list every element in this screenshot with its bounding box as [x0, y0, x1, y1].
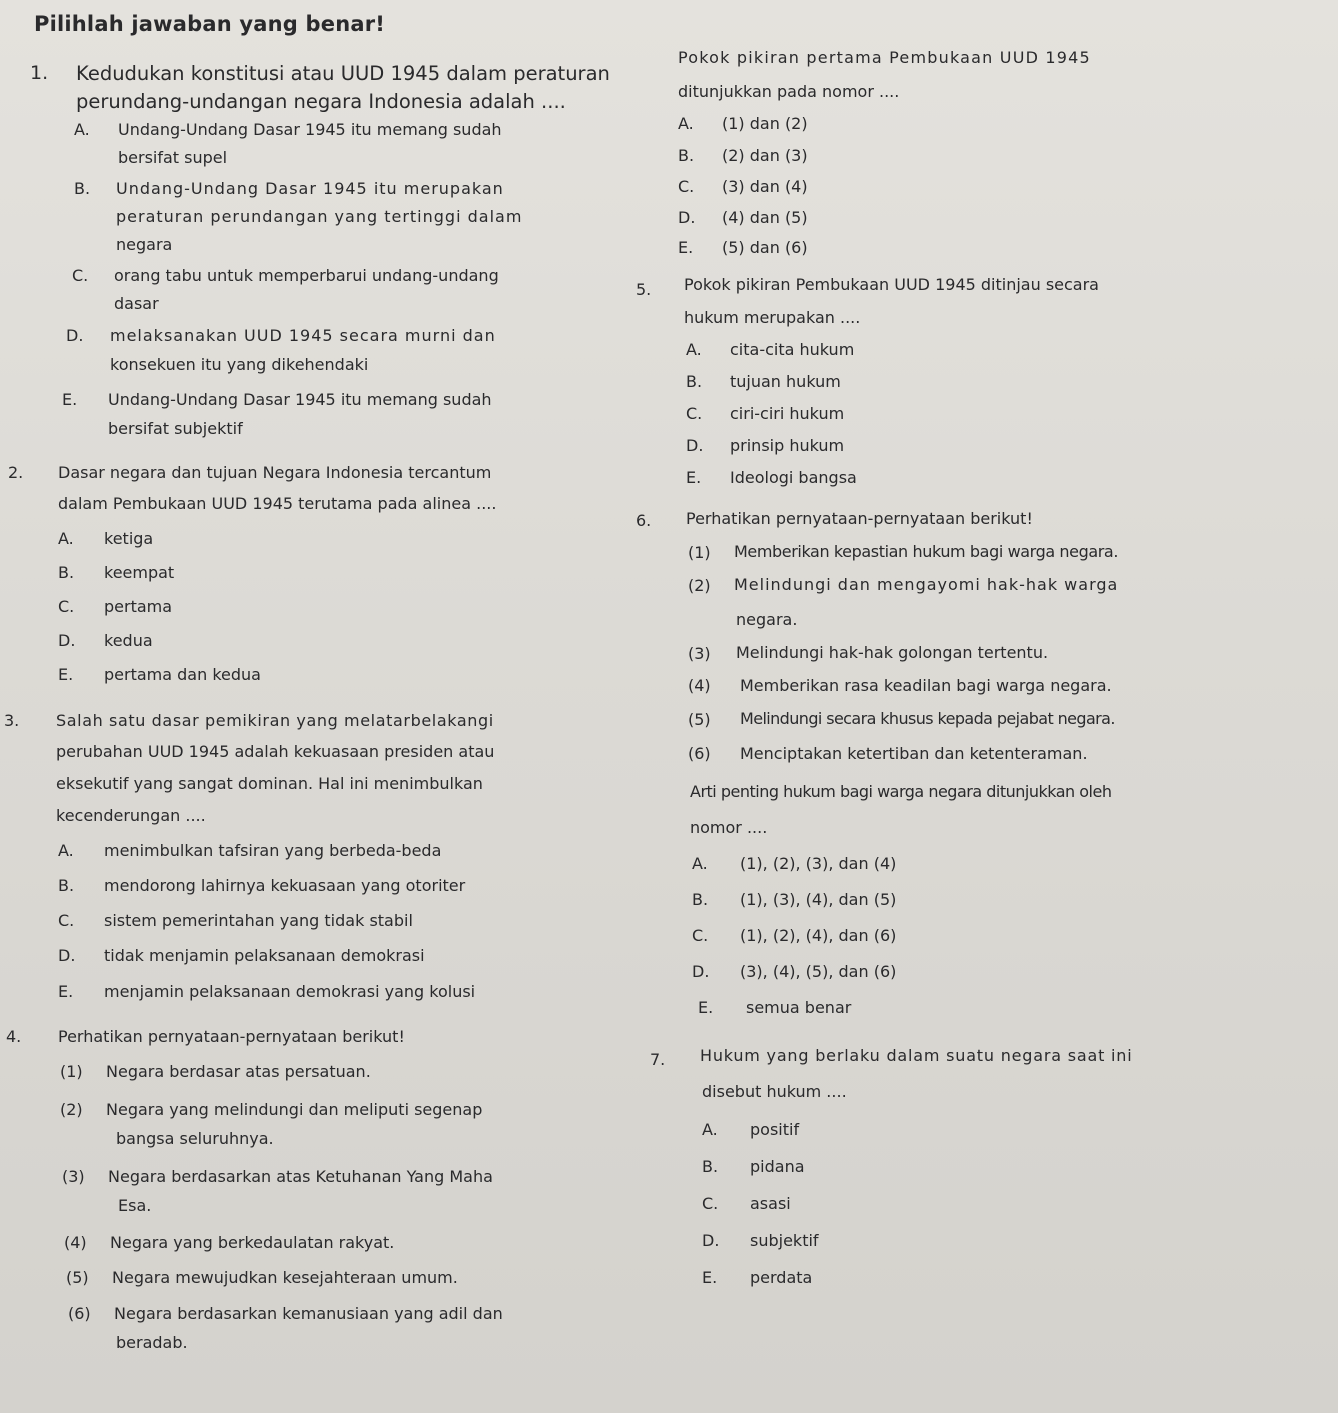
option-letter: D. — [66, 326, 84, 345]
option-letter: E. — [58, 665, 74, 684]
option-text: subjektif — [750, 1231, 819, 1250]
statement-text: Memberikan kepastian hukum bagi warga negara. — [734, 542, 1119, 561]
option-text: asasi — [750, 1194, 791, 1213]
question-stem-line: Dasar negara dan tujuan Negara Indonesia tercantum — [58, 463, 492, 482]
statement-text: negara. — [736, 610, 798, 629]
option-text: menjamin pelaksanaan demokrasi yang kolusi — [104, 982, 476, 1001]
option-text: Undang-Undang Dasar 1945 itu memang sudah — [108, 390, 492, 409]
statement-text: Negara yang berkedaulatan rakyat. — [110, 1233, 395, 1252]
statement-text: Negara berdasarkan atas Ketuhanan Yang Maha — [108, 1167, 493, 1186]
option-letter: A. — [692, 854, 708, 873]
question-number: 3. — [4, 711, 20, 730]
question-stem-line: Salah satu dasar pemikiran yang melatarbelakangi — [56, 711, 494, 730]
option-letter: B. — [686, 372, 703, 391]
statement-number: (6) — [688, 744, 711, 763]
option-letter: B. — [74, 179, 91, 198]
question-stem-line: nomor .... — [690, 818, 768, 837]
page-title: Pilihlah jawaban yang benar! — [34, 12, 386, 36]
option-letter: B. — [58, 876, 75, 895]
option-text: (2) dan (3) — [722, 146, 808, 165]
statement-number: (4) — [64, 1233, 87, 1252]
option-text: positif — [750, 1120, 800, 1139]
option-text: bersifat subjektif — [108, 419, 243, 438]
option-letter: E. — [678, 238, 694, 257]
option-letter: B. — [702, 1157, 719, 1176]
statement-text: Menciptakan ketertiban dan ketenteraman. — [740, 744, 1088, 763]
option-letter: D. — [702, 1231, 720, 1250]
option-text: negara — [116, 235, 173, 254]
option-text: prinsip hukum — [730, 436, 845, 455]
statement-text: Melindungi secara khusus kepada pejabat negara. — [740, 709, 1115, 728]
option-text: (3), (4), (5), dan (6) — [740, 962, 897, 981]
question-number: 7. — [650, 1050, 666, 1069]
question-stem-line: hukum merupakan .... — [684, 308, 861, 327]
option-letter: E. — [58, 982, 74, 1001]
statement-number: (2) — [688, 576, 711, 595]
statement-text: Negara mewujudkan kesejahteraan umum. — [112, 1268, 458, 1287]
question-number: 5. — [636, 280, 652, 299]
question-stem-line: Perhatikan pernyataan-pernyataan berikut! — [686, 509, 1033, 528]
option-letter: E. — [62, 390, 78, 409]
option-letter: C. — [692, 926, 709, 945]
option-letter: E. — [702, 1268, 718, 1287]
option-letter: C. — [678, 177, 695, 196]
statement-number: (5) — [688, 710, 711, 729]
option-letter: C. — [72, 266, 89, 285]
option-text: Ideologi bangsa — [730, 468, 857, 487]
option-text: perdata — [750, 1268, 813, 1287]
option-letter: E. — [698, 998, 714, 1017]
option-text: orang tabu untuk memperbarui undang-undang — [114, 266, 499, 285]
option-text: pidana — [750, 1157, 805, 1176]
question-stem-line: eksekutif yang sangat dominan. Hal ini menimbulkan — [56, 774, 483, 793]
question-number: 1. — [30, 62, 49, 84]
question-stem-line: perundang-undangan negara Indonesia adalah .... — [76, 90, 566, 113]
option-text: (4) dan (5) — [722, 208, 808, 227]
option-text: ciri-ciri hukum — [730, 404, 845, 423]
option-text: (3) dan (4) — [722, 177, 808, 196]
option-letter: E. — [686, 468, 702, 487]
option-text: sistem pemerintahan yang tidak stabil — [104, 911, 413, 930]
statement-text: beradab. — [116, 1333, 188, 1352]
statement-text: Memberikan rasa keadilan bagi warga negara. — [740, 676, 1112, 695]
question-stem-line: perubahan UUD 1945 adalah kekuasaan presiden atau — [56, 742, 495, 761]
option-text: cita-cita hukum — [730, 340, 855, 359]
option-text: pertama — [104, 597, 173, 616]
option-text: peraturan perundangan yang tertinggi dalam — [116, 207, 523, 226]
option-text: (1), (3), (4), dan (5) — [740, 890, 897, 909]
option-letter: C. — [686, 404, 703, 423]
option-text: semua benar — [746, 998, 852, 1017]
option-text: keempat — [104, 563, 175, 582]
option-text: (1) dan (2) — [722, 114, 808, 133]
statement-number: (1) — [688, 543, 711, 562]
option-text: kedua — [104, 631, 153, 650]
option-text: ketiga — [104, 529, 154, 548]
option-letter: D. — [678, 208, 696, 227]
option-letter: A. — [686, 340, 702, 359]
option-letter: B. — [692, 890, 709, 909]
statement-text: bangsa seluruhnya. — [116, 1129, 274, 1148]
question-number: 2. — [8, 463, 24, 482]
statement-number: (3) — [62, 1167, 85, 1186]
option-letter: B. — [58, 563, 75, 582]
statement-number: (6) — [68, 1304, 91, 1323]
question-number: 4. — [6, 1027, 22, 1046]
question-stem-line: kecenderungan .... — [56, 806, 206, 825]
question-stem-line: Kedudukan konstitusi atau UUD 1945 dalam peraturan — [76, 62, 610, 85]
statement-number: (1) — [60, 1062, 83, 1081]
option-letter: D. — [692, 962, 710, 981]
option-letter: C. — [58, 911, 75, 930]
option-letter: B. — [678, 146, 695, 165]
option-letter: D. — [58, 631, 76, 650]
option-text: konsekuen itu yang dikehendaki — [110, 355, 369, 374]
option-letter: D. — [58, 946, 76, 965]
statement-number: (3) — [688, 644, 711, 663]
option-text: tidak menjamin pelaksanaan demokrasi — [104, 946, 425, 965]
statement-text: Negara berdasarkan kemanusiaan yang adil dan — [114, 1304, 503, 1323]
question-stem-line: Perhatikan pernyataan-pernyataan berikut! — [58, 1027, 405, 1046]
option-text: melaksanakan UUD 1945 secara murni dan — [110, 326, 496, 345]
statement-text: Melindungi hak-hak golongan tertentu. — [736, 643, 1049, 662]
statement-text: Esa. — [118, 1196, 152, 1215]
option-text: menimbulkan tafsiran yang berbeda-beda — [104, 841, 442, 860]
question-number: 6. — [636, 511, 652, 530]
option-letter: A. — [58, 841, 74, 860]
statement-text: Melindungi dan mengayomi hak-hak warga — [734, 575, 1119, 594]
question-stem-line: Arti penting hukum bagi warga negara ditunjukkan oleh — [690, 782, 1112, 801]
option-letter: D. — [686, 436, 704, 455]
statement-number: (5) — [66, 1268, 89, 1287]
option-text: (1), (2), (4), dan (6) — [740, 926, 897, 945]
statement-number: (2) — [60, 1100, 83, 1119]
question-stem-line: Pokok pikiran pertama Pembukaan UUD 1945 — [678, 48, 1091, 67]
statement-number: (4) — [688, 676, 711, 695]
option-letter: A. — [58, 529, 74, 548]
option-letter: A. — [74, 120, 90, 139]
option-text: mendorong lahirnya kekuasaan yang otoriter — [104, 876, 466, 895]
option-text: bersifat supel — [118, 148, 228, 167]
question-stem-line: ditunjukkan pada nomor .... — [678, 82, 900, 101]
option-letter: C. — [702, 1194, 719, 1213]
option-text: (1), (2), (3), dan (4) — [740, 854, 897, 873]
option-text: Undang-Undang Dasar 1945 itu memang sudah — [118, 120, 502, 139]
question-stem-line: dalam Pembukaan UUD 1945 terutama pada alinea .... — [58, 494, 497, 513]
question-stem-line: Pokok pikiran Pembukaan UUD 1945 ditinjau secara — [684, 275, 1099, 294]
option-text: dasar — [114, 294, 159, 313]
option-letter: A. — [702, 1120, 718, 1139]
option-text: Undang-Undang Dasar 1945 itu merupakan — [116, 179, 504, 198]
question-stem-line: disebut hukum .... — [702, 1082, 847, 1101]
statement-text: Negara berdasar atas persatuan. — [106, 1062, 371, 1081]
question-stem-line: Hukum yang berlaku dalam suatu negara saat ini — [700, 1046, 1133, 1065]
option-letter: C. — [58, 597, 75, 616]
option-text: pertama dan kedua — [104, 665, 261, 684]
option-text: (5) dan (6) — [722, 238, 808, 257]
option-text: tujuan hukum — [730, 372, 841, 391]
statement-text: Negara yang melindungi dan meliputi segenap — [106, 1100, 483, 1119]
option-letter: A. — [678, 114, 694, 133]
